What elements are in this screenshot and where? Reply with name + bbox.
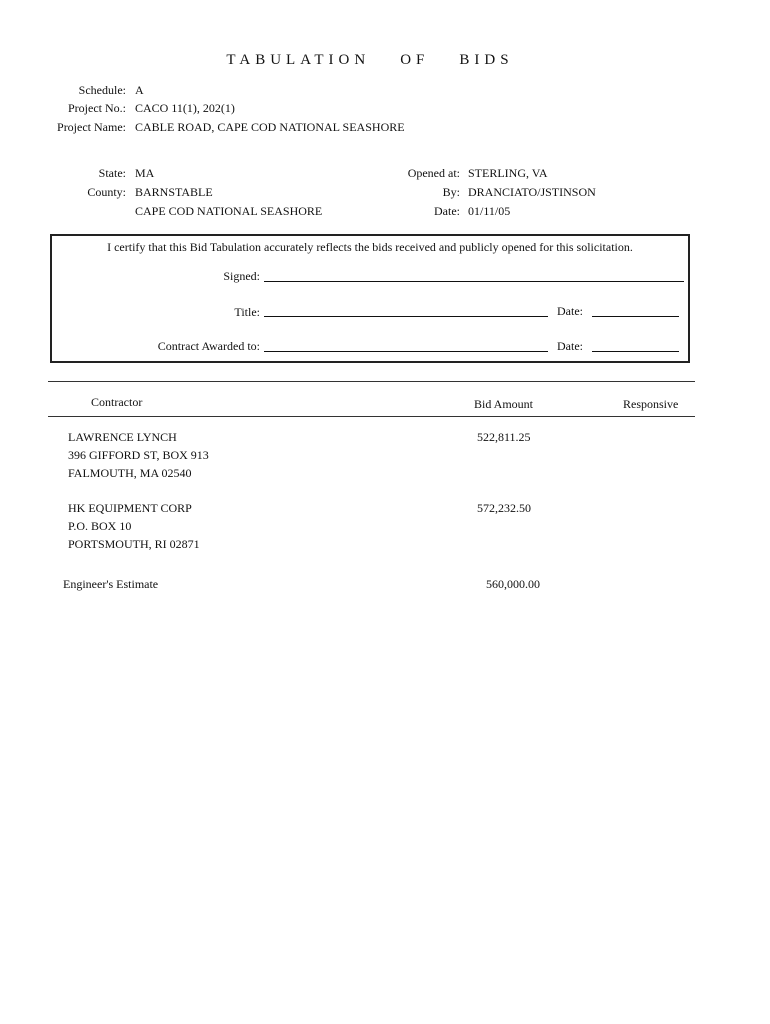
col-contractor: Contractor [91,395,143,409]
title-word-2: OF [400,52,430,68]
date-label-2: Date: [557,339,583,353]
signed-label: Signed: [223,269,260,283]
state-label: State: [98,166,126,180]
opened-at-label: Opened at: [407,166,460,180]
estimate-amount: 560,000.00 [486,577,540,591]
date-value: 01/11/05 [468,204,511,218]
col-bid-amount: Bid Amount [474,397,534,411]
date-line-1[interactable] [592,316,679,317]
project-name-label: Project Name: [57,120,126,134]
contract-awarded-line[interactable] [264,351,548,352]
contractor-address-1: 396 GIFFORD ST, BOX 913 [68,448,209,462]
opened-at-value: STERLING, VA [468,166,548,180]
table-header-rule [48,416,695,417]
contract-awarded-label: Contract Awarded to: [157,339,260,353]
estimate-label: Engineer's Estimate [63,577,159,591]
document-title [0,52,740,69]
bid-amount: 522,811.25 [477,430,531,444]
contractor-address-2: FALMOUTH, MA 02540 [68,466,192,480]
col-responsive: Responsive [623,397,679,411]
date-label-1: Date: [557,304,583,318]
bid-amount: 572,232.50 [477,501,531,515]
date-line-2[interactable] [592,351,679,352]
title-word-1: TABULATION [226,52,371,68]
contractor-address-1: P.O. BOX 10 [68,519,132,533]
title-label: Title: [234,305,260,319]
table-top-rule [48,381,695,382]
contractor-name: LAWRENCE LYNCH [68,430,177,444]
county-value: BARNSTABLE [135,185,213,199]
schedule-label: Schedule: [78,83,126,97]
state-value: MA [135,166,155,180]
schedule-value: A [135,83,144,97]
title-line[interactable] [264,316,548,317]
park-value: CAPE COD NATIONAL SEASHORE [135,204,323,218]
contractor-address-2: PORTSMOUTH, RI 02871 [68,537,200,551]
signed-line[interactable] [264,281,684,282]
project-name-value: CABLE ROAD, CAPE COD NATIONAL SEASHORE [135,120,405,134]
by-label: By: [442,185,460,199]
county-label: County: [87,185,126,199]
date-label: Date: [434,204,460,218]
title-word-3: BIDS [459,52,514,68]
contractor-name: HK EQUIPMENT CORP [68,501,192,515]
project-no-label: Project No.: [68,101,126,115]
certification-statement: I certify that this Bid Tabulation accurately reflects the bids received and publicly opened for this solicitation. [107,240,633,254]
project-no-value: CACO 11(1), 202(1) [135,101,235,115]
by-value: DRANCIATO/JSTINSON [468,185,596,199]
